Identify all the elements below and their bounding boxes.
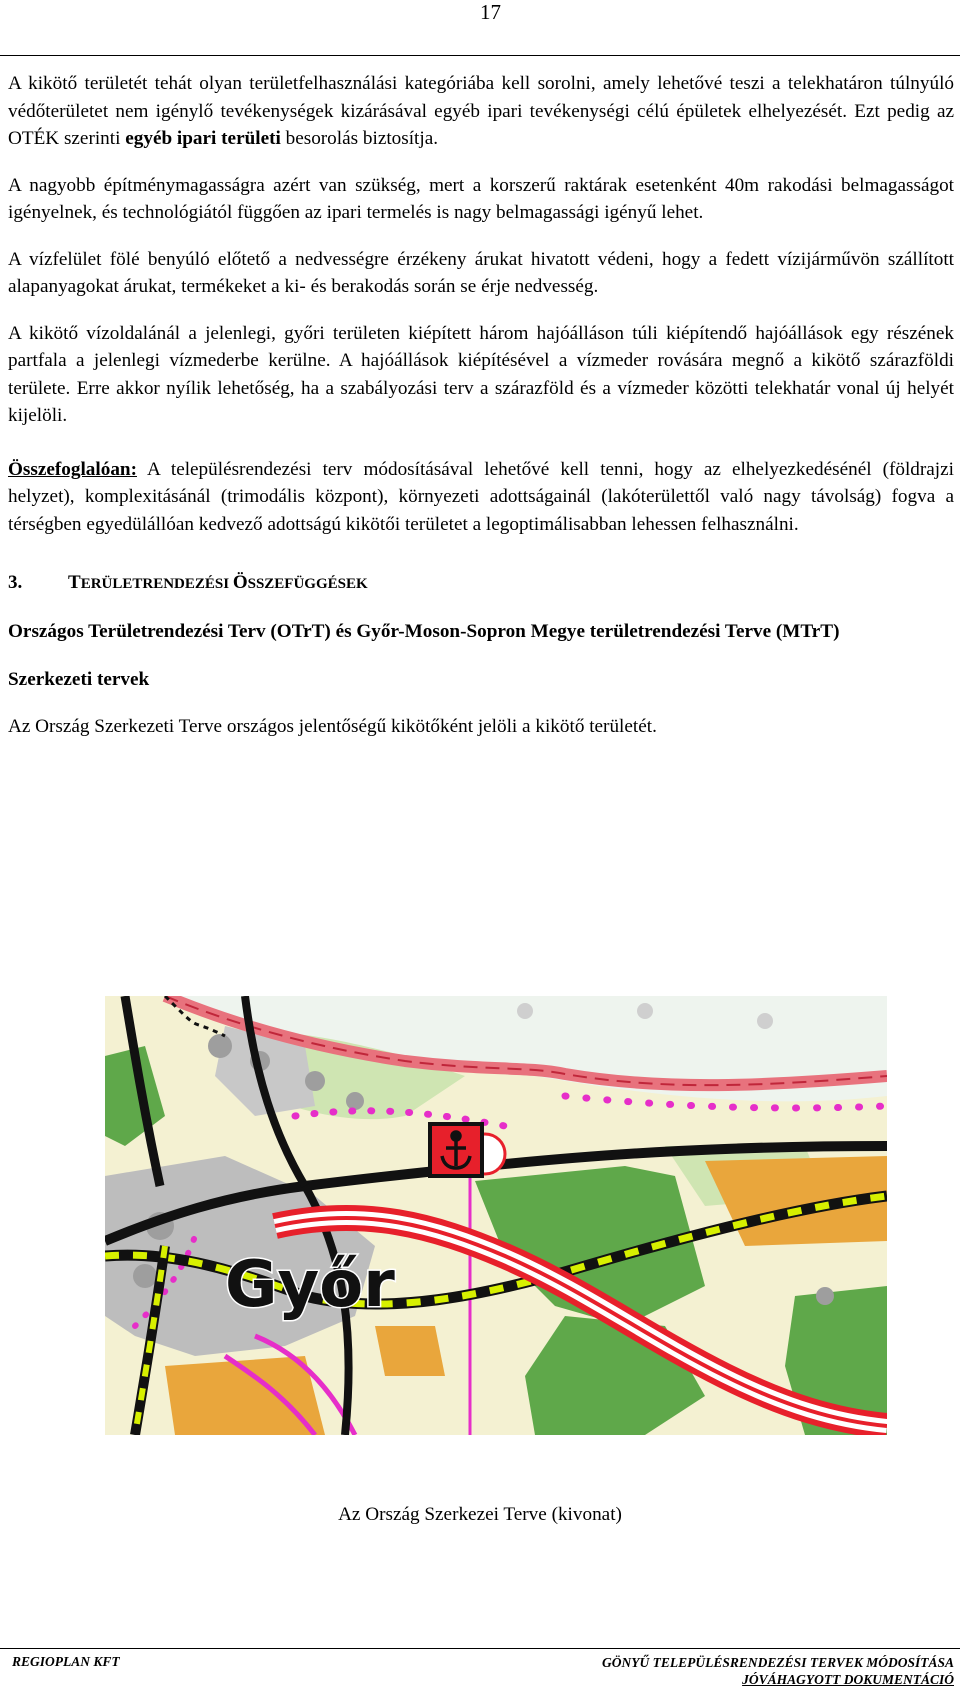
map-graphic — [105, 996, 887, 1435]
map-city-label: Győr — [225, 1248, 395, 1322]
summary-text: A településrendezési terv módosításával lehetővé kell tenni, hogy az elhelyezkedésénél (földrajzi helyzet), komplexitásánál (trimodális központ), környezeti adottságainál (lakóterülettől való nagy távolság) fogva a térségben egyedülállóan kedvező adottságú kikötői területet a legoptimálisabban lehessen felhasználni. — [8, 458, 954, 535]
structural-heading: Szerkezeti tervek — [8, 668, 150, 690]
section-number: 3. — [8, 572, 23, 593]
footer-project-line-2: JÓVÁHAGYOTT DOKUMENTÁCIÓ — [742, 1672, 954, 1687]
map-orange-area-3 — [375, 1326, 445, 1376]
map-settlement-symbol — [757, 1013, 773, 1029]
section-title-second-initial: Ö — [232, 572, 248, 593]
paragraph-4: A kikötő vízoldalánál a jelenlegi, győri területen kiépített három hajóálláson túli kiépítendő hajóállások egy részének partfala a jelenlegi vízmederbe kerülne. A hajóállások kiépítésével a vízmeder rovására megnő a kikötő szárazföldi területe. Erre akkor nyílik lehetőség, ha a szabályozási terv a szárazföld és a vízmeder közötti telekhatár vonal új helyét kijelöli. — [8, 322, 954, 426]
header-rule — [0, 55, 960, 56]
section-title-second-rest: SSZEFÜGGÉSEK — [247, 576, 368, 592]
summary-paragraph — [8, 456, 954, 539]
plans-heading: Országos Területrendezési Terv (OTrT) és Győr-Moson-Sopron Megye területrendezési Terve (MTrT) — [8, 621, 840, 642]
footer-project-line-1: GÖNYŰ TELEPÜLÉSRENDEZÉSI TERVEK MÓDOSÍTÁSA — [602, 1655, 954, 1670]
paragraph-2: A nagyobb építménymagasságra azért van szükség, mert a korszerű raktárak esetenként 40m rakodási belmagasságot igényelnek, és technológiától függően az ipari termelés is nagy belmagassági igényű lehet. — [8, 174, 954, 223]
map-settlement-symbol — [208, 1034, 232, 1058]
paragraph-3: A vízfelület fölé benyúló előtető a nedvességre érzékeny árukat hivatott védeni, hogy a fedett vízijárművön szállított alapanyagokat árukat, termékeket a ki- és berakodás során se érje nedvesség. — [8, 248, 954, 297]
paragraph-1-text-a: A kikötő területét tehát olyan területfelhasználási kategóriába kell sorolni, amely lehetővé teszi a telekhatáron túlnyúló védőterületet nem igénylő tevékenységek kizárásával egyéb ipari tevékenységi célú épületek elhelyezését. Ezt pedig az OTÉK szerinti — [8, 73, 954, 149]
map-settlement-symbol — [517, 1003, 533, 1019]
page-number: 17 — [480, 0, 501, 24]
footer-company: REGIOPLAN KFT — [12, 1654, 120, 1669]
map-settlement-symbol — [816, 1287, 834, 1305]
map-settlement-symbol — [346, 1092, 364, 1110]
paragraph-1 — [8, 70, 954, 153]
paragraph-1-text-b: besorolás biztosítja. — [280, 128, 439, 149]
paragraph-1-emphasis: egyéb ipari területi — [125, 128, 281, 149]
structural-text: Az Ország Szerkezeti Terve országos jelentőségű kikötőként jelöli a kikötő területét. — [8, 716, 657, 737]
map-settlement-symbol — [133, 1264, 157, 1288]
section-heading — [8, 572, 954, 594]
summary-label: Összefoglalóan: — [8, 458, 137, 480]
map-settlement-symbol — [305, 1071, 325, 1091]
section-title-initial: T — [68, 572, 81, 593]
document-body — [8, 70, 954, 760]
footer-rule — [0, 1648, 960, 1649]
structural-plan-map — [105, 996, 887, 1435]
map-caption: Az Ország Szerkezei Terve (kivonat) — [338, 1504, 622, 1525]
map-settlement-symbol — [637, 1003, 653, 1019]
section-title-rest: ERÜLETRENDEZÉSI — [80, 576, 233, 592]
